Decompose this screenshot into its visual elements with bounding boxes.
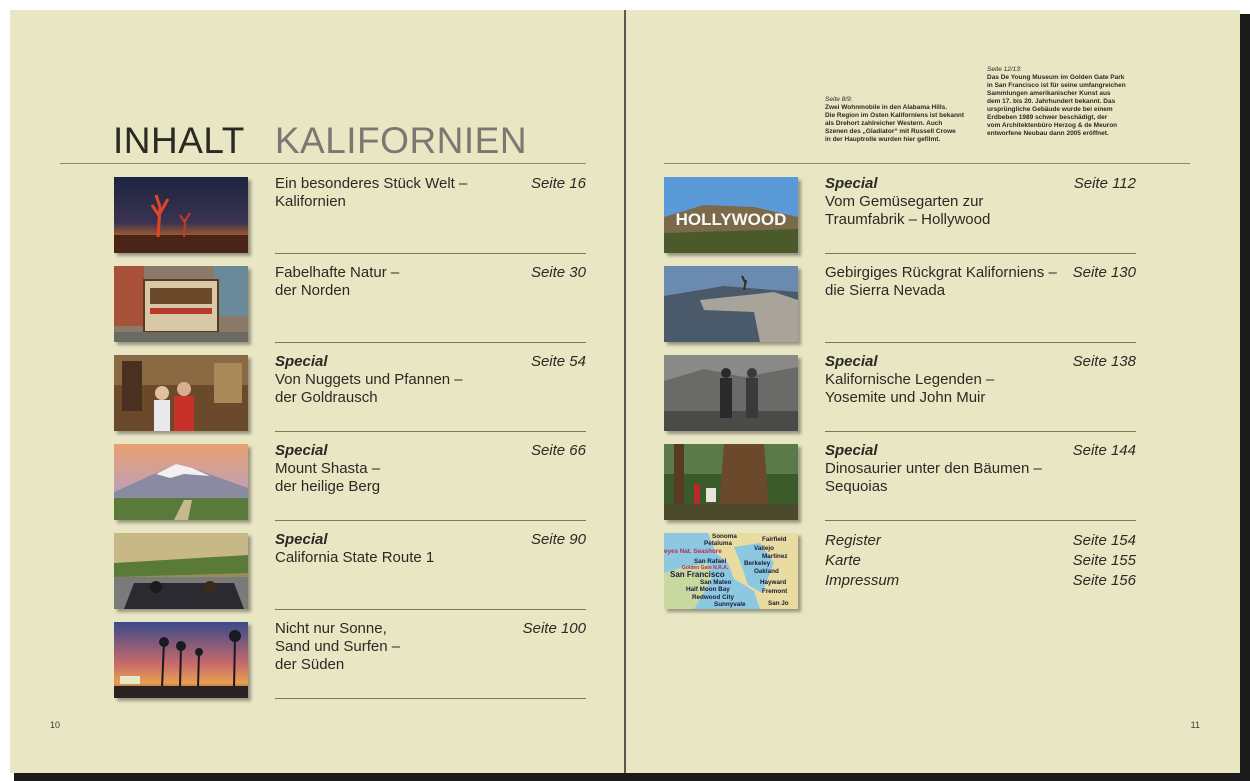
header-rule [60,163,586,164]
thumb-mount-shasta [114,444,248,520]
entry-line: Sequoias [825,478,888,495]
caption-ref: Seite 12/13: [987,66,1022,73]
caption-line: als Drehort zahlreicher Western. Auch [825,120,943,127]
map-label: Golden Gate N.R.A. [682,565,729,571]
map-label: Vallejo [754,545,774,552]
toc-entry-text [825,442,1075,496]
title-main: INHALT [113,120,245,161]
entry-line: Mount Shasta – [275,460,381,477]
map-label: eyes Nat. Seashore [664,548,722,555]
map-label: San Mateo [700,579,732,586]
caption-line: Das De Young Museum im Golden Gate Park [987,74,1125,81]
entry-rule [825,253,1136,254]
toc-entry-text [275,353,505,407]
special-label: Special [275,442,328,459]
map-label: Half Moon Bay [686,586,730,593]
toc-entry-text [275,620,505,674]
page-shadow-right [1240,14,1250,781]
entry-line: Kalifornien [275,193,346,210]
toc-entry-text [825,353,1065,407]
entry-line: die Sierra Nevada [825,282,946,299]
entry-line: Gebirgiges Rückgrat Kaliforniens – [825,264,1057,281]
entry-line: Nicht nur Sonne, [275,620,387,637]
register-page-refs [1073,531,1136,591]
photo-caption-8-9 [825,96,975,144]
caption-line: dem 17. bis 20. Jahrhundert bekannt. Das [987,98,1116,105]
toc-entry-text [275,264,505,300]
photo-caption-12-13 [987,66,1147,138]
right-page [625,10,1240,773]
thumb-joshua-tree [114,177,248,253]
thumb-bay-area-map [664,533,798,609]
caption-line: in der Hauptrolle wurden hier gefilmt. [825,136,941,143]
special-label: Special [825,175,878,192]
caption-line: vom Architektenbüro Herzog & de Meuron [987,122,1118,129]
toc-page-ref: Seite 138 [1072,353,1136,370]
thumb-sierra-rock [664,266,798,342]
header-rule [664,163,1190,164]
map-label: Sonoma [712,533,737,540]
entry-line: Yosemite und John Muir [825,389,986,406]
spine-gutter [624,10,626,773]
page-shadow-bottom [14,773,1250,781]
caption-line: in San Francisco ist für seine umfangreichen [987,82,1126,89]
entry-line: Vom Gemüsegarten zur [825,193,984,210]
entry-line: Sand und Surfen – [275,638,401,655]
entry-line: California State Route 1 [275,549,435,566]
toc-entry-text [825,175,1065,229]
register-page-ref: Seite 154 [1072,532,1136,549]
entry-line: Dinosaurier unter den Bäumen – [825,460,1042,477]
page-title [113,120,527,162]
map-label: Oakland [754,568,779,575]
entry-rule [825,342,1136,343]
map-label: Redwood City [692,594,734,601]
toc-page-ref: Seite 54 [530,353,586,370]
thumb-sequoia-forest [664,444,798,520]
toc-page-ref: Seite 144 [1072,442,1136,459]
map-label: San Rafael [694,558,727,565]
caption-line: Szenen des „Gladiator“ mit Russell Crowe [825,128,956,135]
toc-page-ref: Seite 130 [1072,264,1136,281]
special-label: Special [825,353,878,370]
toc-entry-text [275,442,505,496]
entry-line: der heilige Berg [275,478,381,495]
toc-entry-text [275,175,505,211]
entry-line: Ein besonderes Stück Welt – [275,175,468,192]
left-page [10,10,625,773]
entry-line: Kalifornische Legenden – [825,371,995,388]
caption-line: Erdbeben 1989 schwer beschädigt, der [987,114,1108,121]
toc-page-ref: Seite 30 [530,264,586,281]
entry-line: der Goldrausch [275,389,378,406]
entry-rule [275,342,586,343]
thumb-two-men-bw [664,355,798,431]
thumb-convertible-road [114,533,248,609]
toc-entry-text [825,264,1075,300]
entry-line: Traumfabrik – Hollywood [825,211,991,228]
entry-rule [275,431,586,432]
impressum-page-ref: Seite 156 [1072,572,1136,589]
entry-rule [275,520,586,521]
caption-line: Sammlungen amerikanischer Kunst aus [987,90,1111,97]
karte-link[interactable]: Karte [825,552,861,569]
caption-line: Zwei Wohnmobile in den Alabama Hills. [825,104,948,111]
map-label: Berkeley [744,560,771,567]
map-label: San Jo [768,600,789,607]
toc-page-ref: Seite 100 [522,620,586,637]
entry-line: der Norden [275,282,351,299]
entry-rule [825,520,1136,521]
toc-entry-text [275,531,505,567]
map-label: Fremont [762,588,788,595]
hollywood-sign-text: HOLLYWOOD [675,210,787,229]
toc-page-ref: Seite 16 [530,175,586,192]
map-label: Sunnyvale [714,601,746,608]
thumb-palm-sunset [114,622,248,698]
page-number-left: 10 [50,720,61,730]
title-sub: KALIFORNIEN [274,120,528,161]
caption-line: Die Region im Osten Kaliforniens ist bekannt [825,112,965,119]
register-link[interactable]: Register [825,532,881,549]
entry-line: Von Nuggets und Pfannen – [275,371,463,388]
thumb-gold-shop [114,355,248,431]
caption-ref: Seite 8/9: [825,96,853,103]
entry-rule [825,431,1136,432]
entry-rule [275,698,586,699]
special-label: Special [825,442,878,459]
thumb-cable-car [114,266,248,342]
toc-page-ref: Seite 90 [530,531,586,548]
map-label: Hayward [760,579,787,586]
caption-line: ursprüngliche Gebäude wurde bei einem [987,106,1113,113]
map-label: Fairfield [762,536,787,543]
impressum-link[interactable]: Impressum [825,572,900,589]
special-label: Special [275,353,328,370]
register-labels [825,531,985,591]
caption-line: entworfene Neubau dann 2005 eröffnet. [987,130,1109,137]
entry-rule [275,609,586,610]
map-label: Martinez [762,553,788,560]
page-number-right: 11 [1190,720,1200,730]
karte-page-ref: Seite 155 [1072,552,1136,569]
special-label: Special [275,531,328,548]
map-label: Petaluma [704,540,732,547]
entry-line: der Süden [275,656,345,673]
toc-page-ref: Seite 112 [1073,175,1136,192]
entry-line: Fabelhafte Natur – [275,264,400,281]
thumb-hollywood-sign [664,177,798,253]
toc-page-ref: Seite 66 [530,442,586,459]
entry-rule [275,253,586,254]
map-label: San Francisco [670,570,725,579]
